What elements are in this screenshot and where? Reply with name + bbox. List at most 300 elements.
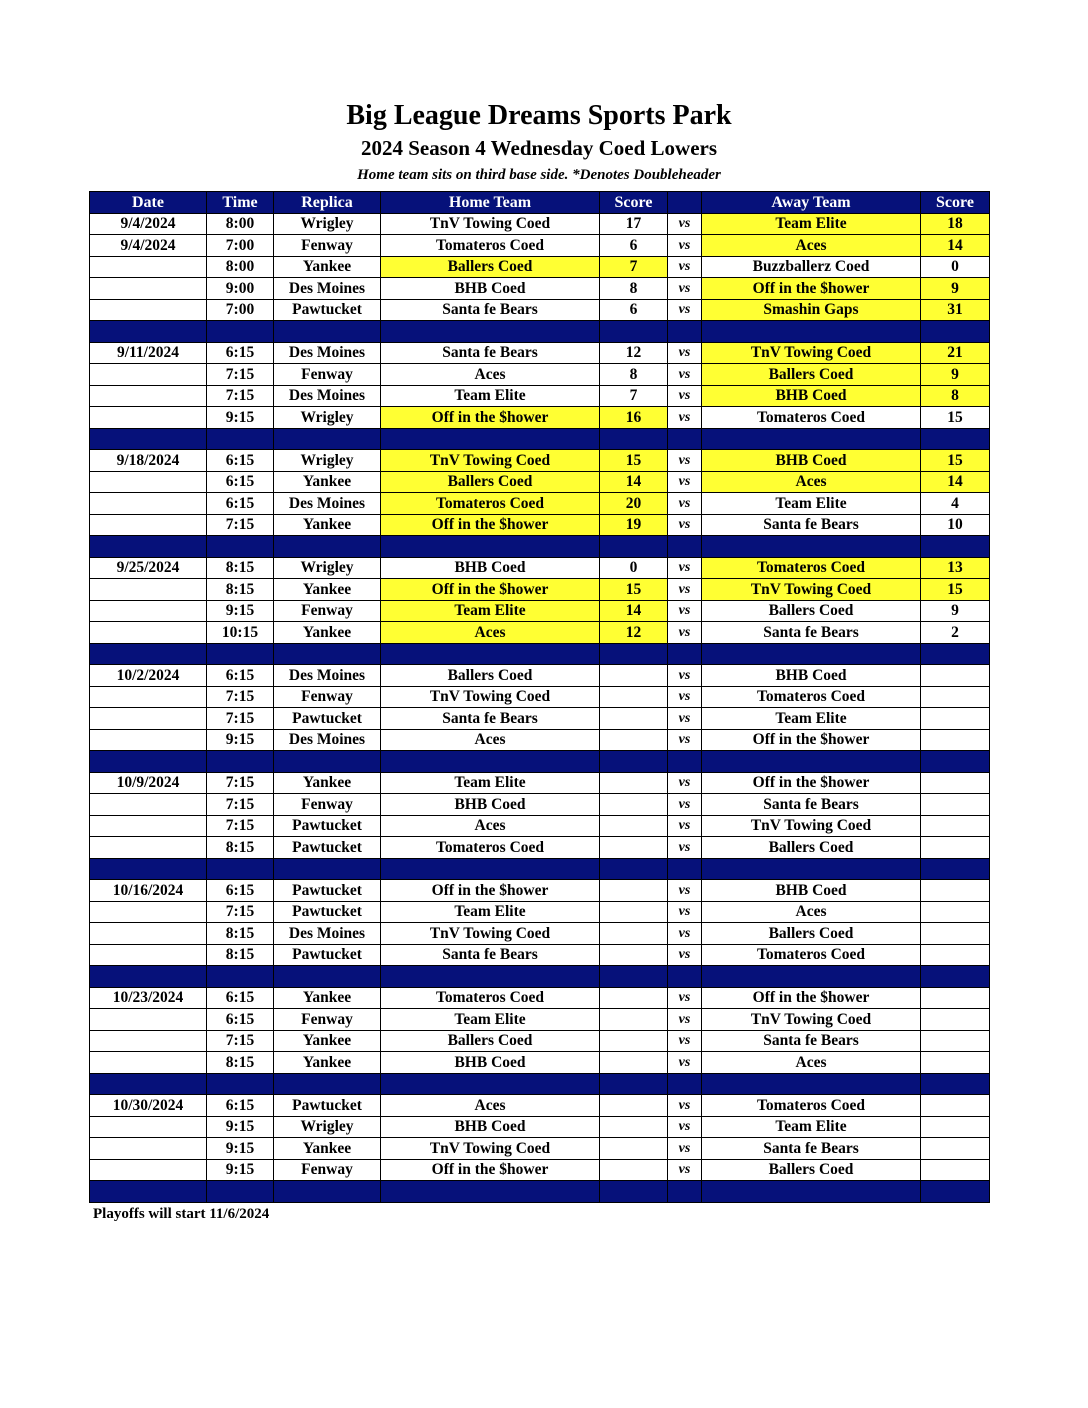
table-row <box>90 1116 990 1138</box>
separator-cell <box>274 1181 381 1203</box>
replica-cell: Yankee <box>274 772 381 794</box>
home-score-cell <box>600 901 668 923</box>
vs-cell: vs <box>668 407 702 429</box>
time-cell: 8:15 <box>207 579 274 601</box>
date-cell <box>90 837 207 859</box>
table-row <box>90 772 990 794</box>
replica-cell: Fenway <box>274 1159 381 1181</box>
home-score-cell: 6 <box>600 299 668 321</box>
date-cell <box>90 471 207 493</box>
away-score-cell: 8 <box>921 385 990 407</box>
away-score-cell: 0 <box>921 256 990 278</box>
time-cell: 6:15 <box>207 1095 274 1117</box>
vs-cell: vs <box>668 772 702 794</box>
table-row <box>90 1052 990 1074</box>
table-row <box>90 579 990 601</box>
time-cell: 7:15 <box>207 686 274 708</box>
date-cell: 10/9/2024 <box>90 772 207 794</box>
separator-cell <box>90 643 207 665</box>
home-team-cell: Tomateros Coed <box>381 235 600 257</box>
home-score-cell <box>600 772 668 794</box>
vs-cell: vs <box>668 450 702 472</box>
away-score-cell: 13 <box>921 557 990 579</box>
home-team-cell: BHB Coed <box>381 557 600 579</box>
away-team-cell: Ballers Coed <box>702 364 921 386</box>
home-score-cell: 15 <box>600 579 668 601</box>
home-team-cell: Tomateros Coed <box>381 987 600 1009</box>
away-score-cell: 15 <box>921 407 990 429</box>
replica-cell: Fenway <box>274 364 381 386</box>
table-row <box>90 385 990 407</box>
time-cell: 8:00 <box>207 213 274 235</box>
vs-cell: vs <box>668 686 702 708</box>
separator-cell <box>90 858 207 880</box>
time-cell: 6:15 <box>207 493 274 515</box>
date-cell <box>90 901 207 923</box>
away-score-cell: 2 <box>921 622 990 644</box>
away-score-cell: 9 <box>921 600 990 622</box>
away-team-cell: Ballers Coed <box>702 1159 921 1181</box>
separator-cell <box>702 858 921 880</box>
home-score-cell: 20 <box>600 493 668 515</box>
replica-cell: Yankee <box>274 471 381 493</box>
separator-cell <box>381 858 600 880</box>
date-cell: 10/23/2024 <box>90 987 207 1009</box>
vs-cell: vs <box>668 493 702 515</box>
replica-cell: Fenway <box>274 1009 381 1031</box>
home-team-cell: Tomateros Coed <box>381 837 600 859</box>
vs-cell: vs <box>668 385 702 407</box>
separator-cell <box>274 428 381 450</box>
home-score-cell <box>600 1052 668 1074</box>
away-team-cell: Tomateros Coed <box>702 557 921 579</box>
table-row <box>90 665 990 687</box>
date-cell <box>90 686 207 708</box>
away-team-cell: Aces <box>702 901 921 923</box>
week-separator-row <box>90 321 990 343</box>
separator-cell <box>668 321 702 343</box>
vs-cell: vs <box>668 1159 702 1181</box>
away-team-cell: TnV Towing Coed <box>702 342 921 364</box>
time-cell: 9:00 <box>207 278 274 300</box>
home-team-cell: Team Elite <box>381 385 600 407</box>
date-cell <box>90 1052 207 1074</box>
separator-cell <box>600 536 668 558</box>
separator-cell <box>921 428 990 450</box>
home-score-cell <box>600 1009 668 1031</box>
away-team-cell: Tomateros Coed <box>702 1095 921 1117</box>
week-separator-row <box>90 1181 990 1203</box>
table-row <box>90 1009 990 1031</box>
table-row <box>90 729 990 751</box>
date-cell <box>90 622 207 644</box>
column-header-time: Time <box>207 192 274 214</box>
home-team-cell: TnV Towing Coed <box>381 686 600 708</box>
vs-cell: vs <box>668 1030 702 1052</box>
away-team-cell: Team Elite <box>702 1116 921 1138</box>
table-row <box>90 600 990 622</box>
separator-cell <box>274 643 381 665</box>
away-team-cell: Santa fe Bears <box>702 794 921 816</box>
time-cell: 9:15 <box>207 1116 274 1138</box>
home-team-cell: Santa fe Bears <box>381 299 600 321</box>
date-cell: 10/16/2024 <box>90 880 207 902</box>
separator-cell <box>381 321 600 343</box>
vs-cell: vs <box>668 708 702 730</box>
table-row <box>90 299 990 321</box>
table-row <box>90 342 990 364</box>
separator-cell <box>274 1073 381 1095</box>
away-score-cell: 4 <box>921 493 990 515</box>
home-score-cell: 15 <box>600 450 668 472</box>
time-cell: 7:15 <box>207 364 274 386</box>
replica-cell: Pawtucket <box>274 1095 381 1117</box>
replica-cell: Pawtucket <box>274 708 381 730</box>
date-cell <box>90 600 207 622</box>
home-score-cell: 8 <box>600 364 668 386</box>
separator-cell <box>207 1073 274 1095</box>
date-cell: 10/2/2024 <box>90 665 207 687</box>
home-score-cell: 14 <box>600 471 668 493</box>
away-team-cell: BHB Coed <box>702 880 921 902</box>
away-team-cell: Aces <box>702 1052 921 1074</box>
away-team-cell: Team Elite <box>702 708 921 730</box>
away-score-cell <box>921 686 990 708</box>
separator-cell <box>600 858 668 880</box>
away-score-cell: 10 <box>921 514 990 536</box>
away-score-cell: 9 <box>921 278 990 300</box>
replica-cell: Pawtucket <box>274 837 381 859</box>
separator-cell <box>668 751 702 773</box>
separator-cell <box>90 966 207 988</box>
away-score-cell <box>921 1009 990 1031</box>
separator-cell <box>274 321 381 343</box>
home-score-cell: 8 <box>600 278 668 300</box>
vs-cell: vs <box>668 1095 702 1117</box>
home-score-cell <box>600 880 668 902</box>
separator-cell <box>207 643 274 665</box>
date-cell: 9/25/2024 <box>90 557 207 579</box>
away-team-cell: Off in the $hower <box>702 729 921 751</box>
separator-cell <box>274 536 381 558</box>
separator-cell <box>702 966 921 988</box>
home-team-cell: Ballers Coed <box>381 471 600 493</box>
table-row <box>90 944 990 966</box>
away-score-cell <box>921 1116 990 1138</box>
date-cell: 9/18/2024 <box>90 450 207 472</box>
vs-cell: vs <box>668 299 702 321</box>
date-cell <box>90 299 207 321</box>
time-cell: 7:15 <box>207 385 274 407</box>
replica-cell: Fenway <box>274 686 381 708</box>
replica-cell: Des Moines <box>274 729 381 751</box>
table-row <box>90 794 990 816</box>
home-team-cell: Aces <box>381 1095 600 1117</box>
vs-cell: vs <box>668 944 702 966</box>
page-subtitle: 2024 Season 4 Wednesday Coed Lowers <box>360 136 718 160</box>
separator-cell <box>381 1181 600 1203</box>
away-team-cell: Ballers Coed <box>702 923 921 945</box>
table-row <box>90 880 990 902</box>
away-score-cell <box>921 901 990 923</box>
home-score-cell: 19 <box>600 514 668 536</box>
home-team-cell: BHB Coed <box>381 278 600 300</box>
date-cell: 10/30/2024 <box>90 1095 207 1117</box>
separator-cell <box>702 643 921 665</box>
time-cell: 10:15 <box>207 622 274 644</box>
table-row <box>90 235 990 257</box>
home-team-cell: Off in the $hower <box>381 579 600 601</box>
home-team-cell: Team Elite <box>381 1009 600 1031</box>
table-row <box>90 364 990 386</box>
away-score-cell: 15 <box>921 450 990 472</box>
time-cell: 8:15 <box>207 837 274 859</box>
home-score-cell: 6 <box>600 235 668 257</box>
separator-cell <box>921 1073 990 1095</box>
home-score-cell <box>600 794 668 816</box>
time-cell: 8:15 <box>207 923 274 945</box>
date-cell: 9/4/2024 <box>90 213 207 235</box>
separator-cell <box>702 321 921 343</box>
time-cell: 7:15 <box>207 794 274 816</box>
home-score-cell <box>600 665 668 687</box>
table-row <box>90 514 990 536</box>
vs-cell: vs <box>668 1138 702 1160</box>
replica-cell: Yankee <box>274 579 381 601</box>
table-row <box>90 1159 990 1181</box>
replica-cell: Yankee <box>274 987 381 1009</box>
table-row <box>90 493 990 515</box>
home-team-cell: Aces <box>381 729 600 751</box>
separator-cell <box>600 1073 668 1095</box>
vs-cell: vs <box>668 514 702 536</box>
replica-cell: Pawtucket <box>274 901 381 923</box>
vs-cell: vs <box>668 1052 702 1074</box>
replica-cell: Des Moines <box>274 278 381 300</box>
time-cell: 7:15 <box>207 815 274 837</box>
vs-cell: vs <box>668 278 702 300</box>
away-team-cell: Ballers Coed <box>702 837 921 859</box>
table-row <box>90 901 990 923</box>
week-separator-row <box>90 536 990 558</box>
time-cell: 8:15 <box>207 557 274 579</box>
schedule-body <box>90 213 990 1202</box>
time-cell: 7:00 <box>207 299 274 321</box>
separator-cell <box>668 1073 702 1095</box>
table-row <box>90 837 990 859</box>
away-score-cell <box>921 772 990 794</box>
home-team-cell: BHB Coed <box>381 1052 600 1074</box>
date-cell <box>90 579 207 601</box>
replica-cell: Des Moines <box>274 665 381 687</box>
home-score-cell: 0 <box>600 557 668 579</box>
away-score-cell <box>921 987 990 1009</box>
away-score-cell <box>921 729 990 751</box>
home-team-cell: TnV Towing Coed <box>381 923 600 945</box>
away-team-cell: TnV Towing Coed <box>702 1009 921 1031</box>
separator-cell <box>702 1073 921 1095</box>
away-score-cell <box>921 880 990 902</box>
date-cell <box>90 923 207 945</box>
table-row <box>90 686 990 708</box>
date-cell <box>90 385 207 407</box>
home-score-cell: 12 <box>600 622 668 644</box>
separator-cell <box>921 858 990 880</box>
separator-cell <box>668 1181 702 1203</box>
table-row <box>90 1030 990 1052</box>
away-team-cell: Santa fe Bears <box>702 1138 921 1160</box>
away-team-cell: Santa fe Bears <box>702 1030 921 1052</box>
away-team-cell: Santa fe Bears <box>702 514 921 536</box>
vs-cell: vs <box>668 600 702 622</box>
separator-cell <box>381 966 600 988</box>
replica-cell: Yankee <box>274 514 381 536</box>
replica-cell: Pawtucket <box>274 815 381 837</box>
separator-cell <box>921 966 990 988</box>
schedule-table <box>89 191 990 1203</box>
separator-cell <box>668 643 702 665</box>
away-score-cell <box>921 1030 990 1052</box>
home-score-cell <box>600 1159 668 1181</box>
time-cell: 6:15 <box>207 987 274 1009</box>
away-team-cell: Off in the $hower <box>702 278 921 300</box>
home-score-cell <box>600 987 668 1009</box>
date-cell <box>90 1138 207 1160</box>
separator-cell <box>381 643 600 665</box>
separator-cell <box>921 1181 990 1203</box>
away-team-cell: Tomateros Coed <box>702 944 921 966</box>
vs-cell: vs <box>668 235 702 257</box>
away-team-cell: Smashin Gaps <box>702 299 921 321</box>
home-team-cell: TnV Towing Coed <box>381 450 600 472</box>
separator-cell <box>600 428 668 450</box>
home-team-cell: Ballers Coed <box>381 256 600 278</box>
separator-cell <box>600 1181 668 1203</box>
time-cell: 8:00 <box>207 256 274 278</box>
table-row <box>90 622 990 644</box>
table-row <box>90 815 990 837</box>
separator-cell <box>921 751 990 773</box>
separator-cell <box>90 428 207 450</box>
separator-cell <box>207 321 274 343</box>
table-row <box>90 278 990 300</box>
separator-cell <box>274 966 381 988</box>
vs-cell: vs <box>668 622 702 644</box>
table-row <box>90 557 990 579</box>
away-team-cell: Buzzballerz Coed <box>702 256 921 278</box>
vs-cell: vs <box>668 471 702 493</box>
table-row <box>90 708 990 730</box>
replica-cell: Yankee <box>274 1052 381 1074</box>
separator-cell <box>207 751 274 773</box>
time-cell: 8:15 <box>207 1052 274 1074</box>
table-row <box>90 213 990 235</box>
table-row <box>90 256 990 278</box>
table-header-row <box>90 192 990 214</box>
home-score-cell: 12 <box>600 342 668 364</box>
away-score-cell: 14 <box>921 235 990 257</box>
home-team-cell: Santa fe Bears <box>381 708 600 730</box>
time-cell: 6:15 <box>207 471 274 493</box>
home-team-cell: TnV Towing Coed <box>381 213 600 235</box>
vs-cell: vs <box>668 1116 702 1138</box>
separator-cell <box>600 321 668 343</box>
away-score-cell: 18 <box>921 213 990 235</box>
replica-cell: Yankee <box>274 1138 381 1160</box>
vs-cell: vs <box>668 987 702 1009</box>
date-cell <box>90 1009 207 1031</box>
time-cell: 7:15 <box>207 772 274 794</box>
separator-cell <box>381 751 600 773</box>
home-score-cell <box>600 686 668 708</box>
date-cell <box>90 708 207 730</box>
separator-cell <box>600 751 668 773</box>
separator-cell <box>702 751 921 773</box>
time-cell: 6:15 <box>207 450 274 472</box>
column-header-home-score: Score <box>600 192 668 214</box>
replica-cell: Wrigley <box>274 450 381 472</box>
home-team-cell: BHB Coed <box>381 794 600 816</box>
home-team-cell: Santa fe Bears <box>381 342 600 364</box>
replica-cell: Fenway <box>274 794 381 816</box>
date-cell <box>90 278 207 300</box>
home-score-cell <box>600 923 668 945</box>
home-score-cell <box>600 1030 668 1052</box>
separator-cell <box>90 751 207 773</box>
column-header-date: Date <box>90 192 207 214</box>
home-team-cell: BHB Coed <box>381 1116 600 1138</box>
date-cell <box>90 815 207 837</box>
table-row <box>90 450 990 472</box>
separator-cell <box>90 536 207 558</box>
vs-cell: vs <box>668 665 702 687</box>
vs-cell: vs <box>668 923 702 945</box>
replica-cell: Wrigley <box>274 213 381 235</box>
vs-cell: vs <box>668 557 702 579</box>
time-cell: 9:15 <box>207 729 274 751</box>
home-team-cell: Santa fe Bears <box>381 944 600 966</box>
time-cell: 9:15 <box>207 1138 274 1160</box>
date-cell <box>90 514 207 536</box>
vs-cell: vs <box>668 901 702 923</box>
home-team-cell: Team Elite <box>381 600 600 622</box>
table-row <box>90 1138 990 1160</box>
separator-cell <box>207 428 274 450</box>
time-cell: 7:15 <box>207 514 274 536</box>
week-separator-row <box>90 751 990 773</box>
home-team-cell: TnV Towing Coed <box>381 1138 600 1160</box>
away-team-cell: Tomateros Coed <box>702 686 921 708</box>
date-cell <box>90 1116 207 1138</box>
separator-cell <box>381 428 600 450</box>
time-cell: 6:15 <box>207 665 274 687</box>
away-score-cell <box>921 708 990 730</box>
time-cell: 9:15 <box>207 1159 274 1181</box>
column-header-away-team: Away Team <box>702 192 921 214</box>
away-score-cell <box>921 1159 990 1181</box>
away-score-cell <box>921 1052 990 1074</box>
away-score-cell: 15 <box>921 579 990 601</box>
separator-cell <box>668 536 702 558</box>
home-team-cell: Aces <box>381 622 600 644</box>
home-score-cell <box>600 1116 668 1138</box>
away-team-cell: Off in the $hower <box>702 987 921 1009</box>
replica-cell: Des Moines <box>274 493 381 515</box>
time-cell: 7:15 <box>207 708 274 730</box>
away-score-cell <box>921 1095 990 1117</box>
vs-cell: vs <box>668 837 702 859</box>
table-row <box>90 987 990 1009</box>
